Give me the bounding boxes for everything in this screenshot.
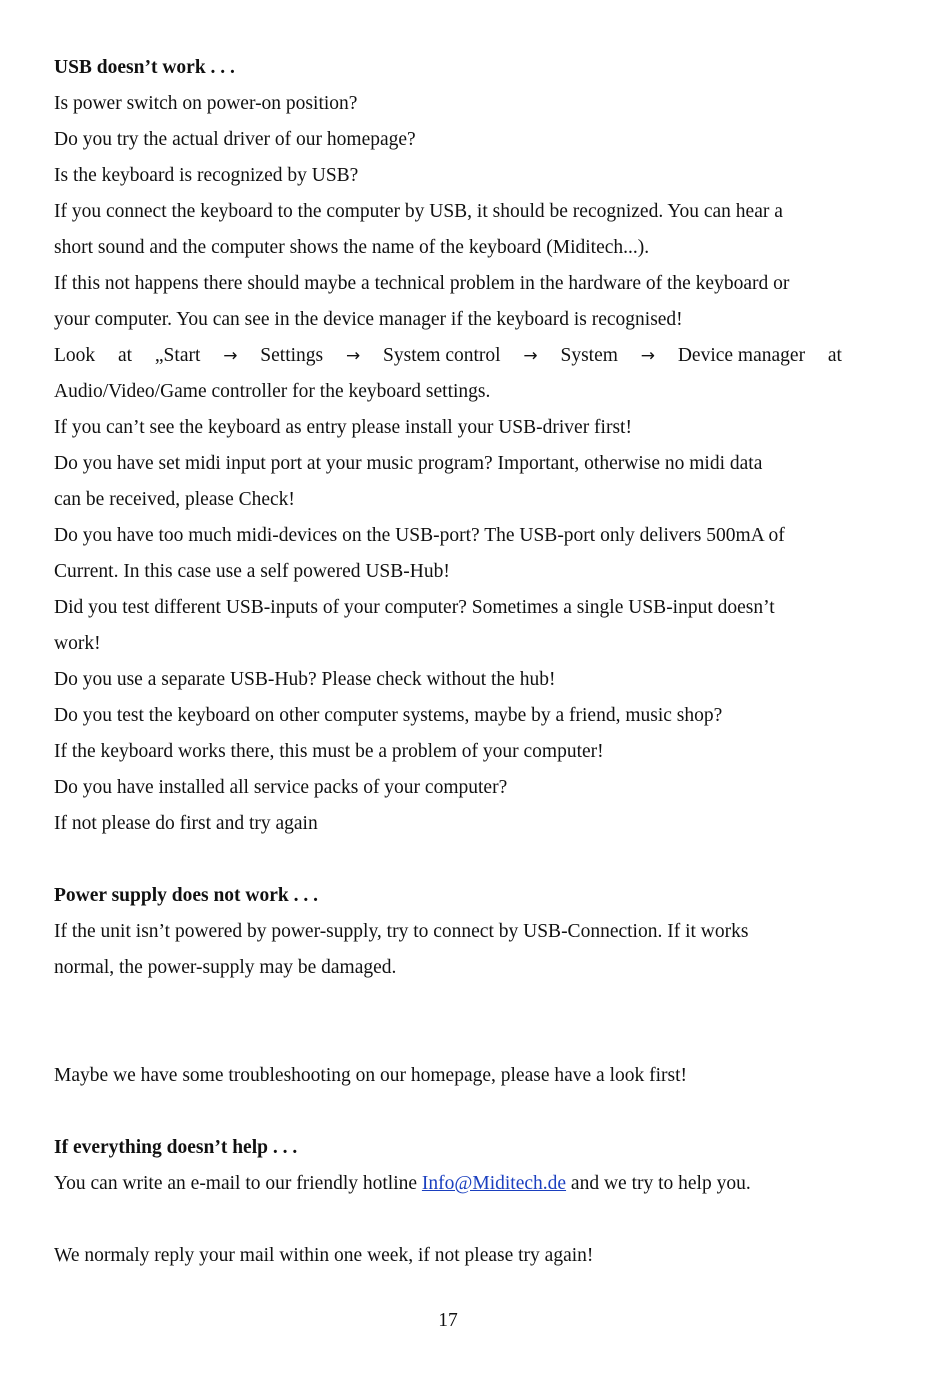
usb-paragraph-connect-line-1: If you connect the keyboard to the computer by USB, it should be recognized. You can hear a bbox=[54, 201, 783, 222]
path-settings: Settings bbox=[260, 345, 324, 366]
device-manager-path bbox=[54, 338, 842, 374]
help-paragraph bbox=[54, 1166, 842, 1202]
device-manager-path-line-2: Audio/Video/Game controller for the keyboard settings. bbox=[54, 381, 491, 402]
usb-paragraph-install-driver: If you can’t see the keyboard as entry please install your USB-driver first! bbox=[54, 417, 632, 438]
arrow-right-icon: → bbox=[523, 346, 538, 366]
page-number: 17 bbox=[438, 1310, 458, 1331]
usb-paragraph-connect-line-2: short sound and the computer shows the name of the keyboard (Miditech...). bbox=[54, 237, 650, 258]
help-section-heading: If everything doesn’t help . . . bbox=[54, 1137, 298, 1158]
usb-paragraph-inputs-line-2: work! bbox=[54, 633, 101, 654]
usb-paragraph-midi-port-line-2: can be received, please Check! bbox=[54, 489, 295, 510]
path-at-end: at bbox=[827, 345, 842, 366]
path-at: at bbox=[118, 345, 133, 366]
help-text-before-link: You can write an e-mail to our friendly hotline bbox=[54, 1173, 422, 1194]
power-section-heading: Power supply does not work . . . bbox=[54, 885, 319, 906]
usb-paragraph-other-systems: Do you test the keyboard on other computer systems, maybe by a friend, music shop? bbox=[54, 705, 723, 726]
usb-paragraph-problem-line-1: If this not happens there should maybe a technical problem in the hardware of the keyboard or bbox=[54, 273, 790, 294]
spacer bbox=[54, 986, 842, 1058]
help-text-after-link: and we try to help you. bbox=[566, 1173, 751, 1194]
path-look: Look bbox=[54, 345, 96, 366]
reply-note: We normaly reply your mail within one week, if not please try again! bbox=[54, 1245, 594, 1266]
spacer bbox=[54, 1202, 842, 1238]
usb-paragraph-devices-line-1: Do you have too much midi-devices on the USB-port? The USB-port only delivers 500mA of bbox=[54, 525, 785, 546]
usb-paragraph-devices-line-2: Current. In this case use a self powered USB-Hub! bbox=[54, 561, 450, 582]
path-system-control: System control bbox=[383, 345, 501, 366]
usb-question-driver: Do you try the actual driver of our homepage? bbox=[54, 129, 416, 150]
arrow-right-icon: → bbox=[223, 346, 238, 366]
arrow-right-icon: → bbox=[640, 346, 656, 366]
usb-question-power-switch: Is power switch on power-on position? bbox=[54, 93, 358, 114]
usb-paragraph-service-packs: Do you have installed all service packs of your computer? bbox=[54, 777, 508, 798]
path-device-manager: Device manager bbox=[677, 345, 806, 366]
spacer bbox=[54, 1094, 842, 1130]
usb-paragraph-problem-line-2: your computer. You can see in the device manager if the keyboard is recognised! bbox=[54, 309, 683, 330]
arrow-right-icon: → bbox=[345, 346, 361, 366]
usb-paragraph-works-there: If the keyboard works there, this must be a problem of your computer! bbox=[54, 741, 604, 762]
usb-paragraph-inputs-line-1: Did you test different USB-inputs of your computer? Sometimes a single USB-input doesn’t bbox=[54, 597, 775, 618]
usb-paragraph-try-again: If not please do first and try again bbox=[54, 813, 318, 834]
troubleshooting-note: Maybe we have some troubleshooting on our homepage, please have a look first! bbox=[54, 1065, 688, 1086]
usb-section-heading: USB doesn’t work . . . bbox=[54, 57, 235, 78]
page-content bbox=[54, 50, 842, 1274]
usb-paragraph-hub: Do you use a separate USB-Hub? Please check without the hub! bbox=[54, 669, 556, 690]
usb-paragraph-midi-port-line-1: Do you have set midi input port at your music program? Important, otherwise no midi data bbox=[54, 453, 763, 474]
path-start: „Start bbox=[154, 345, 201, 366]
hotline-email-link[interactable]: Info@Miditech.de bbox=[421, 1173, 567, 1194]
power-paragraph-line-2: normal, the power-supply may be damaged. bbox=[54, 957, 397, 978]
power-paragraph-line-1: If the unit isn’t powered by power-supply, try to connect by USB-Connection. If it works bbox=[54, 921, 749, 942]
path-system: System bbox=[560, 345, 618, 366]
usb-question-recognized: Is the keyboard is recognized by USB? bbox=[54, 165, 359, 186]
spacer bbox=[54, 842, 842, 878]
